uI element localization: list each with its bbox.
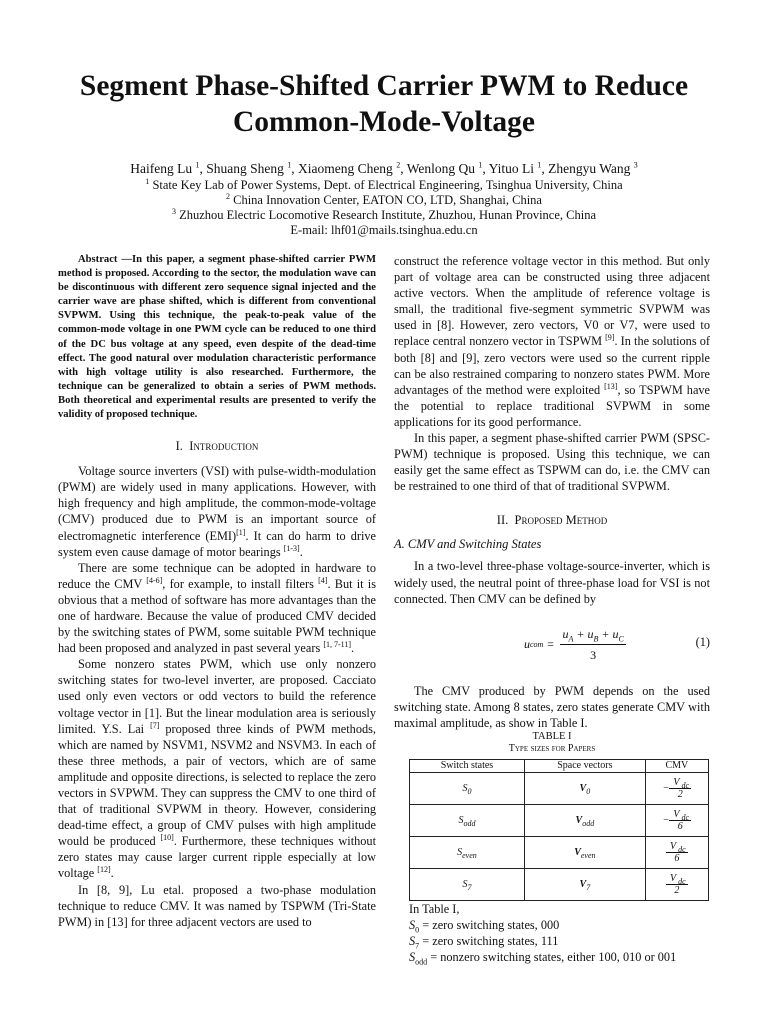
table-row xyxy=(410,772,709,804)
left-column xyxy=(58,253,376,930)
author-list: Haifeng Lu $^1$, Shuang Sheng $^1$, Xiaomeng Cheng $^2$, Wenlong Qu $^1$, Yituo Li $^1$, Zhengyu Wang $^3$ xyxy=(130,160,638,176)
equation-1 xyxy=(394,621,710,671)
equation-body: u com = $\frac{u_A + u_B + u_C}{3}$ xyxy=(524,626,624,662)
note-item: $S_0$ = zero switching states, 000 xyxy=(409,918,560,935)
paragraph: Some nonzero states PWM, which use only nonzero switching states for two-level inverter, are proposed. Cacciato used only even vectors or odd vectors to build the reference voltage vector in [1]. But the linear modulation area is seriously limited. Y.S. Lai [7] proposed three kinds of PWM methods, which are named by NSVM1, NSVM2 and NSVM3. In each of these three methods, a pair of vectors, which are of same amplitude and opposite directions, is selected to replace the zero vectors in SVPWM. They can suppress the CMV to one third of that of traditional SVPWM in theory. However, considering dead-time effect, a group of CMV pulses with high amplitude would be produced [10]. Furthermore, these techniques without zero states may cause larger current ripple especially at low voltage [12]. xyxy=(58,657,376,881)
affiliation: $^1$ State Key Lab of Power Systems, Dept. of Electrical Engineering, Tsinghua University, China xyxy=(145,176,623,192)
cmv-cell: V $_{dc}$ 6 xyxy=(645,836,708,868)
section-heading-proposed-method: II. Proposed Method xyxy=(496,513,608,528)
switch-state-cell: $S_{even}$ xyxy=(410,836,525,868)
author: Yituo Li $^1$ xyxy=(488,160,542,176)
cmv-table xyxy=(409,759,709,901)
author: Xiaomeng Cheng $^2$ xyxy=(297,160,401,176)
abstract: Abstract —In this paper, a segment phase-shifted carrier PWM method is proposed. According to the sector, the modulation wave can be discontinuous with different zero sequence signal injected and the carrier wave are phase shifted, which is different from conventional SVPWM. Using this technique, the peak-to-peak value of the common-mode voltage in one PWM cycle can be reduced to one third of the DC bus voltage at any speed, even despite of the dead-time effect. The good natural over modulation characteristic performance with high voltage utility is also researched. Furthermore, the technique can be generalized to obtain a series of PWM methods. Both theoretical and experimental results are presented to verify the validity of proposed technique. xyxy=(58,254,376,421)
paper-title xyxy=(40,68,728,140)
switch-state-cell: $S_{odd}$ xyxy=(410,804,525,836)
note-item: $S_{odd}$ = nonzero switching states, either 100, 010 or 001 xyxy=(409,950,677,967)
paragraph: The CMV produced by PWM depends on the used switching state. Among 8 states, zero states generate CMV with maximal amplitude, as show in Table I. xyxy=(394,683,710,730)
author: Zhengyu Wang $^3$ xyxy=(548,160,638,176)
switch-state-cell: $S_7$ xyxy=(410,868,525,900)
column-header: Space vectors xyxy=(524,759,645,772)
equation-number: (1) xyxy=(695,634,710,649)
paragraph: In a two-level three-phase voltage-source-inverter, which is widely used, the neutral point of three-phase load for VSI is not connected. Then CMV can be defined by xyxy=(394,559,710,606)
cmv-cell: − V $_{dc}$ 2 xyxy=(645,772,708,804)
table-notes xyxy=(409,901,710,965)
affiliation: $^3$ Zhuzhou Electric Locomotive Research Institute, Zhuzhou, Hunan Province, China xyxy=(171,206,597,222)
table-row xyxy=(410,804,709,836)
affiliation: $^2$ China Innovation Center, EATON CO, LTD, Shanghai, China xyxy=(226,191,542,207)
title-line-1: Segment Phase-Shifted Carrier PWM to Reduce xyxy=(79,70,689,102)
space-vector-cell: $V_0$ xyxy=(524,772,645,804)
column-header: Switch states xyxy=(410,759,525,772)
space-vector-cell: $V_{even}$ xyxy=(524,836,645,868)
email: E-mail: lhf01@mails.tsinghua.edu.cn xyxy=(290,223,478,237)
paragraph: In [8, 9], Lu etal. proposed a two-phase modulation technique to reduce CMV. It was named by TSPWM (Tri-State PWM) in [13] for three adjacent vectors are used to xyxy=(58,882,376,929)
notes-intro: In Table I, xyxy=(409,901,460,916)
section-heading-introduction: I. Introduction xyxy=(175,439,259,454)
table-row xyxy=(410,868,709,900)
space-vector-cell: $V_{odd}$ xyxy=(524,804,645,836)
note-item: $S_7$ = zero switching states, 111 xyxy=(409,934,559,951)
table-subcaption: Type sizes for Papers xyxy=(508,742,596,754)
paragraph: Voltage source inverters (VSI) with pulse-width-modulation (PWM) are widely used in many applications. However, with high frequency and high amplitude, the common-mode-voltage (CMV) produced due to PWM is an important source of electromagnetic interference (EMI)[1]. It can do harm to drive system even cause damage of motor bearings [1-3]. xyxy=(58,464,376,559)
cmv-cell: − V $_{dc}$ 6 xyxy=(645,804,708,836)
table-caption: TABLE I xyxy=(532,730,572,742)
table-row xyxy=(410,836,709,868)
title-line-2: Common-Mode-Voltage xyxy=(232,106,536,138)
table-header-row xyxy=(410,759,709,772)
author: Shuang Sheng $^1$ xyxy=(206,160,292,176)
cmv-cell: V $_{dc}$ 2 xyxy=(645,868,708,900)
subsection-heading: A. CMV and Switching States xyxy=(394,537,542,552)
switch-state-cell: $S_0$ xyxy=(410,772,525,804)
right-column xyxy=(394,253,710,965)
author: Wenlong Qu $^1$ xyxy=(406,160,483,176)
space-vector-cell: $V_7$ xyxy=(524,868,645,900)
paragraph: construct the reference voltage vector in this method. But only part of voltage area can be constructed using three adjacent active vectors. When the amplitude of reference voltage is small, the traditional five-segment symmetric SVPWM was used in [8]. However, zero vectors, V0 or V7, were used to replace central nonzero vector in TSPWM [9]. In the solutions of both [8] and [9], zero vectors were used so the current ripple can be also restrained comparing to nonzero states PWM. More advantages of the method were exploited [13], so TSPWM have the potential to replace traditional SVPWM in some applications for its good performance. xyxy=(394,254,711,429)
paragraph: In this paper, a segment phase-shifted carrier PWM (SPSC-PWM) technique is proposed. Using this technique, we can easily get the same effect as TSPWM can do, i.e. the CMV can be restrained to one third of that of traditional SVPWM. xyxy=(394,431,710,494)
paragraph: There are some technique can be adopted in hardware to reduce the CMV [4-6], for example, to install filters [4]. But it is obvious that a method of software has more advantages than the one of hardware. Because the value of produced CMV decided by the switching states of PWM, some suitable PWM technique had been proposed and analyzed in past several years [1, 7-11]. xyxy=(58,560,377,656)
author: Haifeng Lu $^1$ xyxy=(130,160,200,176)
column-header: CMV xyxy=(645,759,708,772)
